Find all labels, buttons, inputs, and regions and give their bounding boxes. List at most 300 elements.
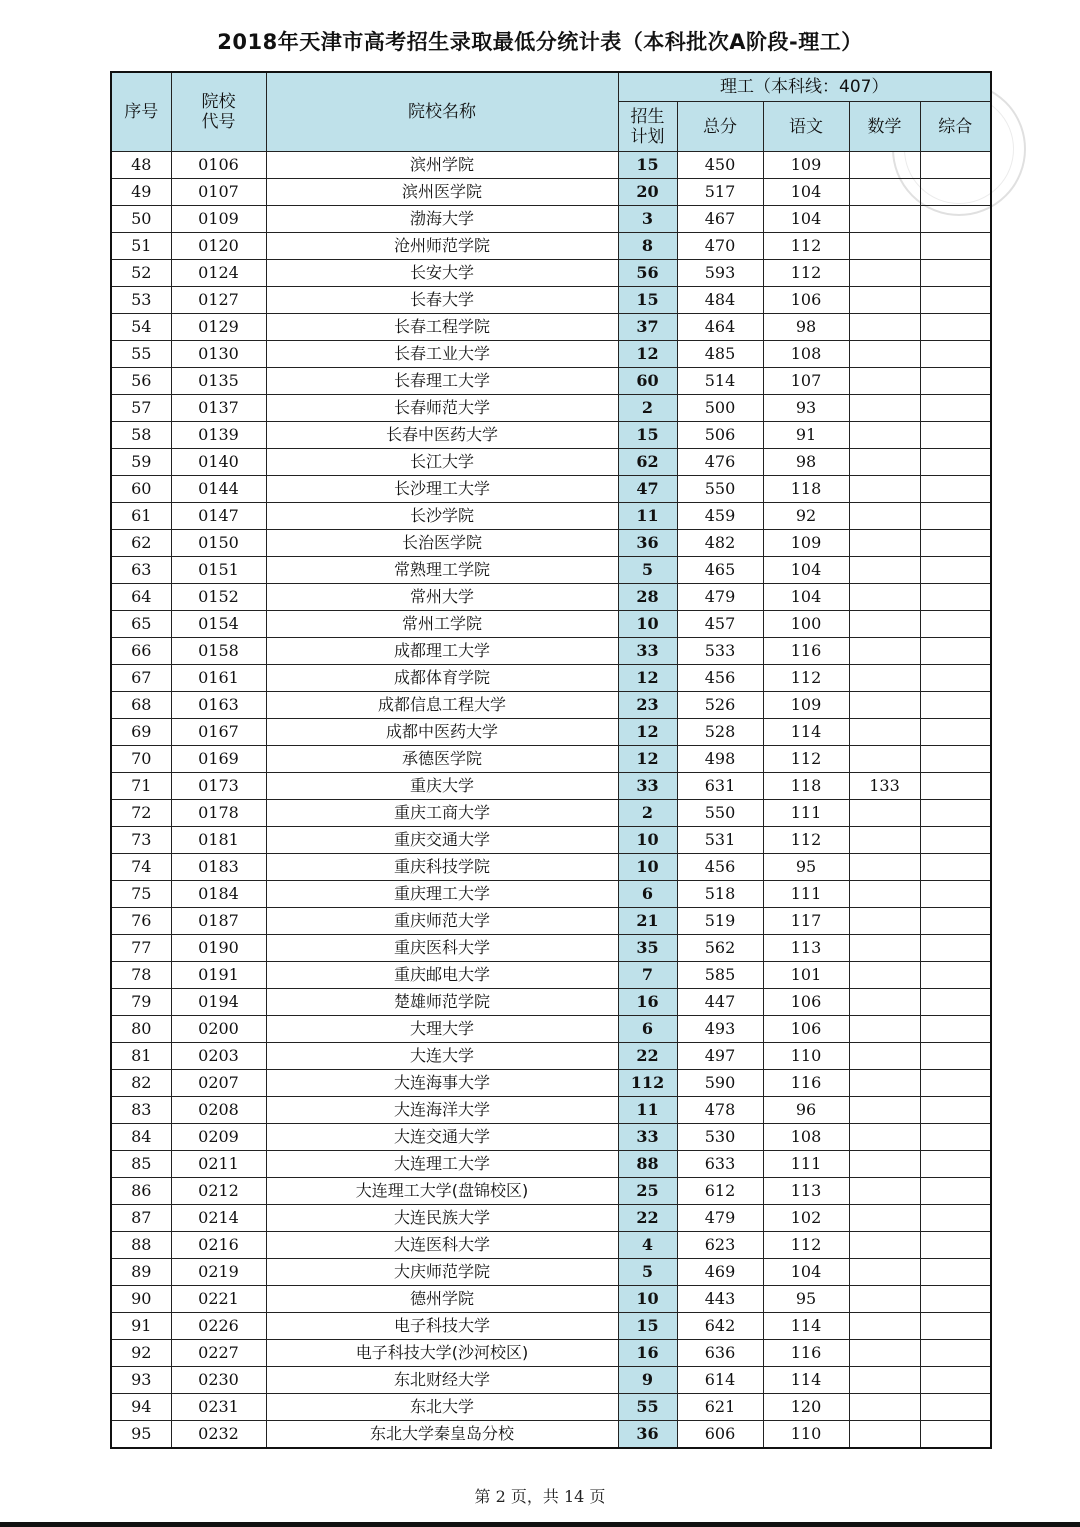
cell-code: 0106 xyxy=(171,152,266,179)
cell-comprehensive xyxy=(920,395,991,422)
cell-total: 479 xyxy=(677,584,763,611)
cell-seq: 48 xyxy=(111,152,171,179)
cell-total: 636 xyxy=(677,1340,763,1367)
cell-total: 606 xyxy=(677,1421,763,1449)
table-row xyxy=(111,476,991,503)
cell-chinese: 100 xyxy=(763,611,849,638)
cell-name: 成都体育学院 xyxy=(266,665,618,692)
page-title: 2018年天津市高考招生录取最低分统计表（本科批次A阶段-理工） xyxy=(217,30,863,54)
cell-name: 渤海大学 xyxy=(266,206,618,233)
cell-comprehensive xyxy=(920,314,991,341)
cell-total: 585 xyxy=(677,962,763,989)
cell-total: 530 xyxy=(677,1124,763,1151)
cell-math xyxy=(849,1043,920,1070)
cell-chinese: 91 xyxy=(763,422,849,449)
cell-chinese: 118 xyxy=(763,773,849,800)
table-row xyxy=(111,287,991,314)
cell-math xyxy=(849,854,920,881)
cell-seq: 50 xyxy=(111,206,171,233)
cell-chinese: 107 xyxy=(763,368,849,395)
cell-code: 0144 xyxy=(171,476,266,503)
cell-total: 493 xyxy=(677,1016,763,1043)
cell-chinese: 112 xyxy=(763,827,849,854)
cell-math xyxy=(849,881,920,908)
cell-code: 0230 xyxy=(171,1367,266,1394)
cell-chinese: 92 xyxy=(763,503,849,530)
cell-plan: 47 xyxy=(618,476,677,503)
cell-comprehensive xyxy=(920,1070,991,1097)
cell-comprehensive xyxy=(920,449,991,476)
cell-seq: 65 xyxy=(111,611,171,638)
cell-plan: 5 xyxy=(618,557,677,584)
cell-chinese: 118 xyxy=(763,476,849,503)
cell-math xyxy=(849,719,920,746)
cell-plan: 55 xyxy=(618,1394,677,1421)
cell-math xyxy=(849,665,920,692)
cell-name: 重庆大学 xyxy=(266,773,618,800)
admission-score-table xyxy=(110,71,992,1449)
cell-math xyxy=(849,179,920,206)
cell-chinese: 117 xyxy=(763,908,849,935)
cell-plan: 16 xyxy=(618,989,677,1016)
cell-name: 大连海事大学 xyxy=(266,1070,618,1097)
table-row xyxy=(111,179,991,206)
cell-chinese: 95 xyxy=(763,1286,849,1313)
cell-seq: 82 xyxy=(111,1070,171,1097)
cell-code: 0161 xyxy=(171,665,266,692)
cell-chinese: 109 xyxy=(763,530,849,557)
cell-math xyxy=(849,1394,920,1421)
table-row xyxy=(111,1286,991,1313)
cell-comprehensive xyxy=(920,260,991,287)
cell-plan: 62 xyxy=(618,449,677,476)
cell-math xyxy=(849,1340,920,1367)
table-row xyxy=(111,503,991,530)
cell-math xyxy=(849,530,920,557)
cell-seq: 70 xyxy=(111,746,171,773)
cell-name: 长春工程学院 xyxy=(266,314,618,341)
cell-comprehensive xyxy=(920,962,991,989)
cell-math: 133 xyxy=(849,773,920,800)
table-header xyxy=(111,72,991,152)
table-row xyxy=(111,260,991,287)
cell-seq: 66 xyxy=(111,638,171,665)
cell-chinese: 110 xyxy=(763,1421,849,1449)
cell-seq: 73 xyxy=(111,827,171,854)
cell-code: 0173 xyxy=(171,773,266,800)
cell-name: 长安大学 xyxy=(266,260,618,287)
cell-chinese: 109 xyxy=(763,152,849,179)
cell-math xyxy=(849,638,920,665)
cell-total: 467 xyxy=(677,206,763,233)
cell-comprehensive xyxy=(920,1421,991,1449)
cell-plan: 33 xyxy=(618,638,677,665)
cell-plan: 88 xyxy=(618,1151,677,1178)
cell-seq: 63 xyxy=(111,557,171,584)
cell-chinese: 116 xyxy=(763,1340,849,1367)
cell-chinese: 93 xyxy=(763,395,849,422)
cell-total: 457 xyxy=(677,611,763,638)
cell-plan: 15 xyxy=(618,152,677,179)
cell-plan: 15 xyxy=(618,287,677,314)
cell-plan: 15 xyxy=(618,422,677,449)
cell-comprehensive xyxy=(920,827,991,854)
cell-code: 0212 xyxy=(171,1178,266,1205)
table-row xyxy=(111,1394,991,1421)
table-row xyxy=(111,1043,991,1070)
cell-comprehensive xyxy=(920,719,991,746)
table-row xyxy=(111,611,991,638)
cell-math xyxy=(849,935,920,962)
cell-code: 0152 xyxy=(171,584,266,611)
cell-math xyxy=(849,449,920,476)
cell-plan: 23 xyxy=(618,692,677,719)
header-plan-label: 招生 计划 xyxy=(630,106,665,147)
cell-math xyxy=(849,746,920,773)
cell-total: 484 xyxy=(677,287,763,314)
cell-name: 成都理工大学 xyxy=(266,638,618,665)
cell-code: 0203 xyxy=(171,1043,266,1070)
cell-code: 0231 xyxy=(171,1394,266,1421)
table-row xyxy=(111,530,991,557)
cell-name: 长治医学院 xyxy=(266,530,618,557)
cell-plan: 56 xyxy=(618,260,677,287)
cell-math xyxy=(849,1367,920,1394)
cell-comprehensive xyxy=(920,530,991,557)
cell-math xyxy=(849,1259,920,1286)
cell-total: 519 xyxy=(677,908,763,935)
table-row xyxy=(111,1178,991,1205)
cell-seq: 88 xyxy=(111,1232,171,1259)
page-footer: 第 2 页，共 14 页 xyxy=(474,1487,606,1506)
cell-chinese: 110 xyxy=(763,1043,849,1070)
table-row xyxy=(111,773,991,800)
cell-chinese: 98 xyxy=(763,314,849,341)
cell-seq: 68 xyxy=(111,692,171,719)
cell-math xyxy=(849,287,920,314)
cell-math xyxy=(849,692,920,719)
cell-name: 滨州医学院 xyxy=(266,179,618,206)
cell-total: 470 xyxy=(677,233,763,260)
cell-code: 0151 xyxy=(171,557,266,584)
cell-seq: 90 xyxy=(111,1286,171,1313)
header-math: 数学 xyxy=(849,102,920,152)
cell-total: 482 xyxy=(677,530,763,557)
cell-comprehensive xyxy=(920,746,991,773)
cell-total: 590 xyxy=(677,1070,763,1097)
cell-math xyxy=(849,1151,920,1178)
cell-name: 德州学院 xyxy=(266,1286,618,1313)
cell-total: 469 xyxy=(677,1259,763,1286)
cell-name: 常州工学院 xyxy=(266,611,618,638)
cell-chinese: 111 xyxy=(763,800,849,827)
cell-seq: 51 xyxy=(111,233,171,260)
cell-code: 0127 xyxy=(171,287,266,314)
cell-name: 大连医科大学 xyxy=(266,1232,618,1259)
cell-code: 0184 xyxy=(171,881,266,908)
cell-comprehensive xyxy=(920,503,991,530)
cell-name: 楚雄师范学院 xyxy=(266,989,618,1016)
cell-name: 长春大学 xyxy=(266,287,618,314)
cell-code: 0183 xyxy=(171,854,266,881)
cell-plan: 11 xyxy=(618,1097,677,1124)
cell-seq: 79 xyxy=(111,989,171,1016)
header-code xyxy=(171,72,266,152)
table-row xyxy=(111,800,991,827)
cell-seq: 93 xyxy=(111,1367,171,1394)
cell-plan: 21 xyxy=(618,908,677,935)
cell-plan: 10 xyxy=(618,827,677,854)
cell-comprehensive xyxy=(920,935,991,962)
cell-name: 电子科技大学(沙河校区) xyxy=(266,1340,618,1367)
cell-code: 0147 xyxy=(171,503,266,530)
cell-name: 大连民族大学 xyxy=(266,1205,618,1232)
cell-code: 0137 xyxy=(171,395,266,422)
cell-seq: 54 xyxy=(111,314,171,341)
cell-plan: 6 xyxy=(618,1016,677,1043)
table-row xyxy=(111,692,991,719)
cell-seq: 69 xyxy=(111,719,171,746)
cell-seq: 59 xyxy=(111,449,171,476)
cell-name: 重庆交通大学 xyxy=(266,827,618,854)
cell-chinese: 116 xyxy=(763,1070,849,1097)
cell-code: 0226 xyxy=(171,1313,266,1340)
cell-name: 大连理工大学(盘锦校区) xyxy=(266,1178,618,1205)
cell-chinese: 112 xyxy=(763,260,849,287)
cell-plan: 6 xyxy=(618,881,677,908)
cell-seq: 85 xyxy=(111,1151,171,1178)
table-row xyxy=(111,233,991,260)
cell-math xyxy=(849,827,920,854)
cell-math xyxy=(849,314,920,341)
cell-math xyxy=(849,1421,920,1449)
cell-name: 长沙学院 xyxy=(266,503,618,530)
cell-seq: 52 xyxy=(111,260,171,287)
cell-chinese: 112 xyxy=(763,1232,849,1259)
cell-comprehensive xyxy=(920,584,991,611)
cell-total: 528 xyxy=(677,719,763,746)
cell-seq: 72 xyxy=(111,800,171,827)
cell-math xyxy=(849,152,920,179)
cell-seq: 71 xyxy=(111,773,171,800)
cell-comprehensive xyxy=(920,152,991,179)
cell-seq: 89 xyxy=(111,1259,171,1286)
cell-seq: 61 xyxy=(111,503,171,530)
cell-comprehensive xyxy=(920,989,991,1016)
cell-plan: 7 xyxy=(618,962,677,989)
cell-seq: 58 xyxy=(111,422,171,449)
cell-chinese: 112 xyxy=(763,665,849,692)
cell-plan: 60 xyxy=(618,368,677,395)
header-code-label: 院校 代号 xyxy=(201,92,236,132)
cell-math xyxy=(849,368,920,395)
cell-comprehensive xyxy=(920,638,991,665)
cell-chinese: 111 xyxy=(763,881,849,908)
cell-name: 成都中医药大学 xyxy=(266,719,618,746)
cell-math xyxy=(849,962,920,989)
cell-code: 0219 xyxy=(171,1259,266,1286)
cell-plan: 5 xyxy=(618,1259,677,1286)
cell-chinese: 120 xyxy=(763,1394,849,1421)
cell-code: 0124 xyxy=(171,260,266,287)
cell-math xyxy=(849,584,920,611)
cell-seq: 81 xyxy=(111,1043,171,1070)
table-row xyxy=(111,206,991,233)
cell-comprehensive xyxy=(920,908,991,935)
cell-plan: 33 xyxy=(618,773,677,800)
cell-math xyxy=(849,1205,920,1232)
table-row xyxy=(111,314,991,341)
cell-code: 0216 xyxy=(171,1232,266,1259)
cell-total: 621 xyxy=(677,1394,763,1421)
cell-total: 479 xyxy=(677,1205,763,1232)
cell-code: 0227 xyxy=(171,1340,266,1367)
cell-name: 长春理工大学 xyxy=(266,368,618,395)
cell-plan: 33 xyxy=(618,1124,677,1151)
cell-comprehensive xyxy=(920,1205,991,1232)
cell-comprehensive xyxy=(920,1259,991,1286)
cell-seq: 78 xyxy=(111,962,171,989)
cell-math xyxy=(849,1178,920,1205)
cell-math xyxy=(849,1313,920,1340)
cell-chinese: 112 xyxy=(763,233,849,260)
table-row xyxy=(111,881,991,908)
cell-comprehensive xyxy=(920,557,991,584)
cell-total: 456 xyxy=(677,665,763,692)
cell-total: 614 xyxy=(677,1367,763,1394)
cell-seq: 86 xyxy=(111,1178,171,1205)
table-row xyxy=(111,152,991,179)
cell-total: 497 xyxy=(677,1043,763,1070)
cell-seq: 60 xyxy=(111,476,171,503)
cell-comprehensive xyxy=(920,773,991,800)
cell-name: 重庆理工大学 xyxy=(266,881,618,908)
header-plan xyxy=(618,102,677,152)
cell-code: 0139 xyxy=(171,422,266,449)
cell-name: 东北大学 xyxy=(266,1394,618,1421)
cell-comprehensive xyxy=(920,665,991,692)
cell-chinese: 108 xyxy=(763,1124,849,1151)
cell-comprehensive xyxy=(920,476,991,503)
cell-total: 514 xyxy=(677,368,763,395)
table-row xyxy=(111,1016,991,1043)
cell-plan: 3 xyxy=(618,206,677,233)
cell-chinese: 111 xyxy=(763,1151,849,1178)
table-row xyxy=(111,989,991,1016)
cell-total: 464 xyxy=(677,314,763,341)
cell-seq: 49 xyxy=(111,179,171,206)
cell-name: 大理大学 xyxy=(266,1016,618,1043)
cell-code: 0200 xyxy=(171,1016,266,1043)
cell-total: 447 xyxy=(677,989,763,1016)
cell-chinese: 104 xyxy=(763,557,849,584)
table-row xyxy=(111,368,991,395)
cell-name: 重庆师范大学 xyxy=(266,908,618,935)
cell-seq: 64 xyxy=(111,584,171,611)
cell-plan: 4 xyxy=(618,1232,677,1259)
cell-chinese: 104 xyxy=(763,179,849,206)
cell-math xyxy=(849,503,920,530)
cell-code: 0211 xyxy=(171,1151,266,1178)
cell-code: 0109 xyxy=(171,206,266,233)
cell-seq: 53 xyxy=(111,287,171,314)
table-row xyxy=(111,1070,991,1097)
cell-name: 东北财经大学 xyxy=(266,1367,618,1394)
cell-math xyxy=(849,1097,920,1124)
cell-plan: 2 xyxy=(618,800,677,827)
cell-comprehensive xyxy=(920,1124,991,1151)
cell-name: 大连理工大学 xyxy=(266,1151,618,1178)
cell-seq: 80 xyxy=(111,1016,171,1043)
cell-total: 443 xyxy=(677,1286,763,1313)
cell-plan: 8 xyxy=(618,233,677,260)
cell-math xyxy=(849,476,920,503)
table-row xyxy=(111,422,991,449)
cell-chinese: 113 xyxy=(763,1178,849,1205)
cell-total: 517 xyxy=(677,179,763,206)
table-row xyxy=(111,827,991,854)
cell-comprehensive xyxy=(920,854,991,881)
cell-name: 重庆科技学院 xyxy=(266,854,618,881)
cell-name: 大连大学 xyxy=(266,1043,618,1070)
cell-plan: 25 xyxy=(618,1178,677,1205)
cell-plan: 36 xyxy=(618,530,677,557)
table-row xyxy=(111,854,991,881)
table-row xyxy=(111,395,991,422)
cell-plan: 12 xyxy=(618,341,677,368)
cell-comprehensive xyxy=(920,287,991,314)
cell-seq: 84 xyxy=(111,1124,171,1151)
cell-math xyxy=(849,1124,920,1151)
cell-chinese: 106 xyxy=(763,1016,849,1043)
cell-total: 533 xyxy=(677,638,763,665)
table-row xyxy=(111,1340,991,1367)
cell-plan: 12 xyxy=(618,746,677,773)
header-chinese: 语文 xyxy=(763,102,849,152)
cell-math xyxy=(849,1232,920,1259)
cell-name: 长江大学 xyxy=(266,449,618,476)
cell-code: 0209 xyxy=(171,1124,266,1151)
cell-math xyxy=(849,908,920,935)
cell-math xyxy=(849,422,920,449)
cell-comprehensive xyxy=(920,1178,991,1205)
cell-chinese: 108 xyxy=(763,341,849,368)
cell-comprehensive xyxy=(920,692,991,719)
table-row xyxy=(111,746,991,773)
cell-code: 0181 xyxy=(171,827,266,854)
cell-code: 0187 xyxy=(171,908,266,935)
cell-comprehensive xyxy=(920,341,991,368)
cell-comprehensive xyxy=(920,881,991,908)
cell-chinese: 104 xyxy=(763,1259,849,1286)
cell-chinese: 109 xyxy=(763,692,849,719)
cell-name: 重庆工商大学 xyxy=(266,800,618,827)
cell-name: 长沙理工大学 xyxy=(266,476,618,503)
table-row xyxy=(111,584,991,611)
table-row xyxy=(111,1205,991,1232)
cell-code: 0163 xyxy=(171,692,266,719)
cell-code: 0169 xyxy=(171,746,266,773)
cell-comprehensive xyxy=(920,368,991,395)
cell-comprehensive xyxy=(920,800,991,827)
cell-plan: 11 xyxy=(618,503,677,530)
cell-seq: 77 xyxy=(111,935,171,962)
cell-seq: 75 xyxy=(111,881,171,908)
cell-math xyxy=(849,233,920,260)
cell-plan: 37 xyxy=(618,314,677,341)
cell-plan: 10 xyxy=(618,611,677,638)
cell-seq: 62 xyxy=(111,530,171,557)
